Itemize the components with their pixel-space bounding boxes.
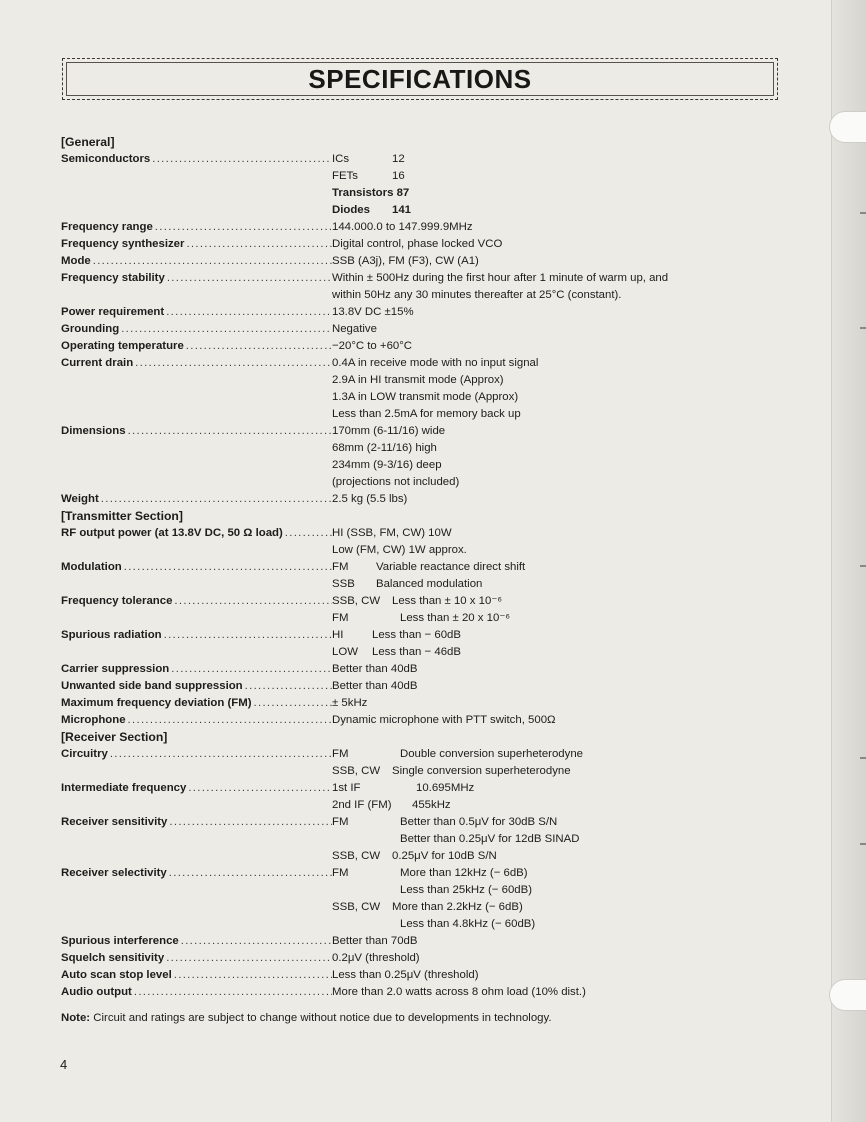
spec-label: Frequency stability [61, 272, 165, 284]
spec-label: Receiver selectivity [61, 867, 167, 879]
leader-dots [167, 270, 332, 287]
leader-dots [93, 253, 332, 270]
spec-value: Dynamic microphone with PTT switch, 500Ω [332, 714, 556, 726]
spec-label: Carrier suppression [61, 663, 170, 675]
spec-label: Mode [61, 255, 91, 267]
section-heading-receiver: [Receiver Section] [61, 730, 168, 744]
spec-row-dimensions [61, 423, 761, 491]
spec-label: Auto scan stop level [61, 969, 172, 981]
spec-row-unwanted-side-band [61, 678, 761, 695]
leader-dots [186, 236, 332, 253]
leader-dots [128, 712, 332, 729]
spec-value-line: FM Double conversion superheterodyne [332, 748, 584, 760]
spec-value-line: FETs 16 [332, 170, 405, 182]
spec-value: 13.8V DC ±15% [332, 306, 414, 318]
spec-row-max-frequency-deviation [61, 695, 761, 712]
leader-dots [171, 661, 332, 678]
spec-value-line: Less than 4.8kHz (− 60dB) [400, 918, 536, 930]
leader-dots [174, 593, 332, 610]
spec-row-receiver-selectivity [61, 865, 761, 933]
page-title: SPECIFICATIONS [290, 64, 549, 95]
spec-value-line: SSB, CW Single conversion superheterodyne [332, 765, 571, 777]
spec-row-receiver-sensitivity [61, 814, 761, 865]
spec-label: Frequency synthesizer [61, 238, 185, 250]
leader-dots [164, 627, 332, 644]
spec-row-spurious-interference [61, 933, 761, 950]
spec-label: Current drain [61, 357, 134, 369]
spec-value: 2.5 kg (5.5 lbs) [332, 493, 408, 505]
spec-value-line: SSB, CW More than 2.2kHz (− 6dB) [332, 901, 523, 913]
leader-dots [169, 865, 332, 882]
edge-mark [860, 757, 866, 759]
spec-value-line: Transistors 87 [332, 187, 410, 199]
spec-label: Weight [61, 493, 99, 505]
spec-value: 144.000.0 to 147.999.9MHz [332, 221, 473, 233]
spec-label: Audio output [61, 986, 132, 998]
spec-value-line: HI Less than − 60dB [332, 629, 461, 641]
spec-value-line: Diodes 141 [332, 204, 412, 216]
footnote-label: Note: [61, 1012, 91, 1024]
spec-value-line: Low (FM, CW) 1W approx. [332, 544, 467, 556]
spec-label: Maximum frequency deviation (FM) [61, 697, 252, 709]
spec-row-current-drain [61, 355, 761, 423]
spec-value-line: FM Better than 0.5μV for 30dB S/N [332, 816, 558, 828]
spec-label: Microphone [61, 714, 126, 726]
spec-row-frequency-tolerance [61, 593, 761, 627]
leader-dots [166, 950, 332, 967]
leader-dots [181, 933, 332, 950]
spec-value-line: 234mm (9-3/16) deep [332, 459, 442, 471]
leader-dots [174, 967, 332, 984]
edge-mark [860, 843, 866, 845]
edge-mark [860, 212, 866, 214]
spec-label: Unwanted side band suppression [61, 680, 243, 692]
leader-dots [245, 678, 332, 695]
leader-dots [155, 219, 332, 236]
spec-label: Dimensions [61, 425, 126, 437]
leader-dots [128, 423, 332, 440]
spec-label: Modulation [61, 561, 122, 573]
page-edge [831, 0, 866, 1122]
spec-label: Semiconductors [61, 153, 151, 165]
leader-dots [285, 525, 332, 542]
edge-mark [860, 327, 866, 329]
spec-row-auto-scan-stop-level [61, 967, 761, 984]
leader-dots [166, 304, 332, 321]
spec-label: Power requirement [61, 306, 165, 318]
spec-label: Frequency tolerance [61, 595, 173, 607]
leader-dots [101, 491, 332, 508]
spec-row-carrier-suppression [61, 661, 761, 678]
spec-value: ± 5kHz [332, 697, 368, 709]
spec-value-line: Less than 25kHz (− 60dB) [400, 884, 533, 896]
spec-row-semiconductors [61, 151, 761, 219]
spec-value-line: LOW Less than − 46dB [332, 646, 461, 658]
spec-value-line: ICs 12 [332, 153, 405, 165]
leader-dots [169, 814, 332, 831]
spec-label: Receiver sensitivity [61, 816, 168, 828]
leader-dots [121, 321, 332, 338]
spec-label: RF output power (at 13.8V DC, 50 Ω load) [61, 527, 283, 539]
spec-row-spurious-radiation [61, 627, 761, 661]
leader-dots [152, 151, 332, 168]
spec-value-line: 170mm (6-11/16) wide [332, 425, 446, 437]
spec-row-grounding [61, 321, 761, 338]
spec-value-line: SSB, CW Less than ± 10 x 10⁻⁶ [332, 595, 503, 607]
leader-dots [134, 984, 332, 1001]
leader-dots [254, 695, 332, 712]
spec-row-rf-output-power [61, 525, 761, 559]
spec-row-operating-temperature [61, 338, 761, 355]
punch-hole [829, 111, 866, 143]
spec-row-frequency-stability [61, 270, 761, 304]
spec-row-circuitry [61, 746, 761, 780]
spec-value: Better than 40dB [332, 680, 418, 692]
title-box [62, 58, 778, 100]
spec-row-weight [61, 491, 761, 508]
spec-row-power-requirement [61, 304, 761, 321]
section-heading-transmitter: [Transmitter Section] [61, 509, 183, 523]
spec-row-modulation [61, 559, 761, 593]
spec-value: More than 2.0 watts across 8 ohm load (10% dist.) [332, 986, 586, 998]
spec-label: Grounding [61, 323, 120, 335]
spec-label: Frequency range [61, 221, 153, 233]
spec-row-audio-output [61, 984, 761, 1001]
spec-label: Operating temperature [61, 340, 184, 352]
spec-value: 0.2μV (threshold) [332, 952, 420, 964]
spec-label: Squelch sensitivity [61, 952, 165, 964]
specifications-list [61, 134, 761, 1001]
spec-row-squelch-sensitivity [61, 950, 761, 967]
footnote-text: Circuit and ratings are subject to change without notice due to developments in technology. [90, 1012, 552, 1024]
spec-value-line: (projections not included) [332, 476, 460, 488]
spec-label: Intermediate frequency [61, 782, 187, 794]
footnote [61, 1012, 552, 1024]
spec-row-mode [61, 253, 761, 270]
spec-value-line: 1.3A in LOW transmit mode (Approx) [332, 391, 519, 403]
page-number: 4 [60, 1057, 68, 1072]
leader-dots [124, 559, 332, 576]
spec-value-line: within 50Hz any 30 minutes thereafter at 25°C (constant). [332, 289, 622, 301]
punch-hole [829, 979, 866, 1011]
spec-value-line: FM Less than ± 20 x 10⁻⁶ [332, 612, 511, 624]
section-heading-general: [General] [61, 135, 115, 149]
spec-value-line: 2nd IF (FM) 455kHz [332, 799, 451, 811]
spec-value-line: SSB, CW 0.25μV for 10dB S/N [332, 850, 497, 862]
spec-value-line: 68mm (2-11/16) high [332, 442, 437, 454]
spec-value-line: 1st IF 10.695MHz [332, 782, 475, 794]
spec-value-line: Less than 2.5mA for memory back up [332, 408, 521, 420]
spec-value-line: 0.4A in receive mode with no input signal [332, 357, 539, 369]
spec-value-line: Better than 0.25μV for 12dB SINAD [400, 833, 580, 845]
spec-value-line: Within ± 500Hz during the first hour after 1 minute of warm up, and [332, 272, 669, 284]
spec-label: Spurious radiation [61, 629, 162, 641]
spec-value: Negative [332, 323, 377, 335]
edge-mark [860, 565, 866, 567]
spec-value: Less than 0.25μV (threshold) [332, 969, 479, 981]
spec-value-line: FM Variable reactance direct shift [332, 561, 526, 573]
spec-label: Circuitry [61, 748, 108, 760]
leader-dots [110, 746, 332, 763]
spec-row-microphone [61, 712, 761, 729]
spec-value: −20°C to +60°C [332, 340, 413, 352]
spec-row-frequency-range [61, 219, 761, 236]
leader-dots [186, 338, 332, 355]
spec-value-line: FM More than 12kHz (− 6dB) [332, 867, 528, 879]
spec-value-line: SSB Balanced modulation [332, 578, 483, 590]
spec-value: Better than 40dB [332, 663, 418, 675]
spec-value-line: HI (SSB, FM, CW) 10W [332, 527, 452, 539]
spec-value: SSB (A3j), FM (F3), CW (A1) [332, 255, 479, 267]
spec-row-intermediate-frequency [61, 780, 761, 814]
spec-row-frequency-synthesizer [61, 236, 761, 253]
spec-value: Better than 70dB [332, 935, 418, 947]
spec-value: Digital control, phase locked VCO [332, 238, 503, 250]
spec-value-line: 2.9A in HI transmit mode (Approx) [332, 374, 504, 386]
spec-label: Spurious interference [61, 935, 179, 947]
leader-dots [135, 355, 332, 372]
leader-dots [188, 780, 332, 797]
